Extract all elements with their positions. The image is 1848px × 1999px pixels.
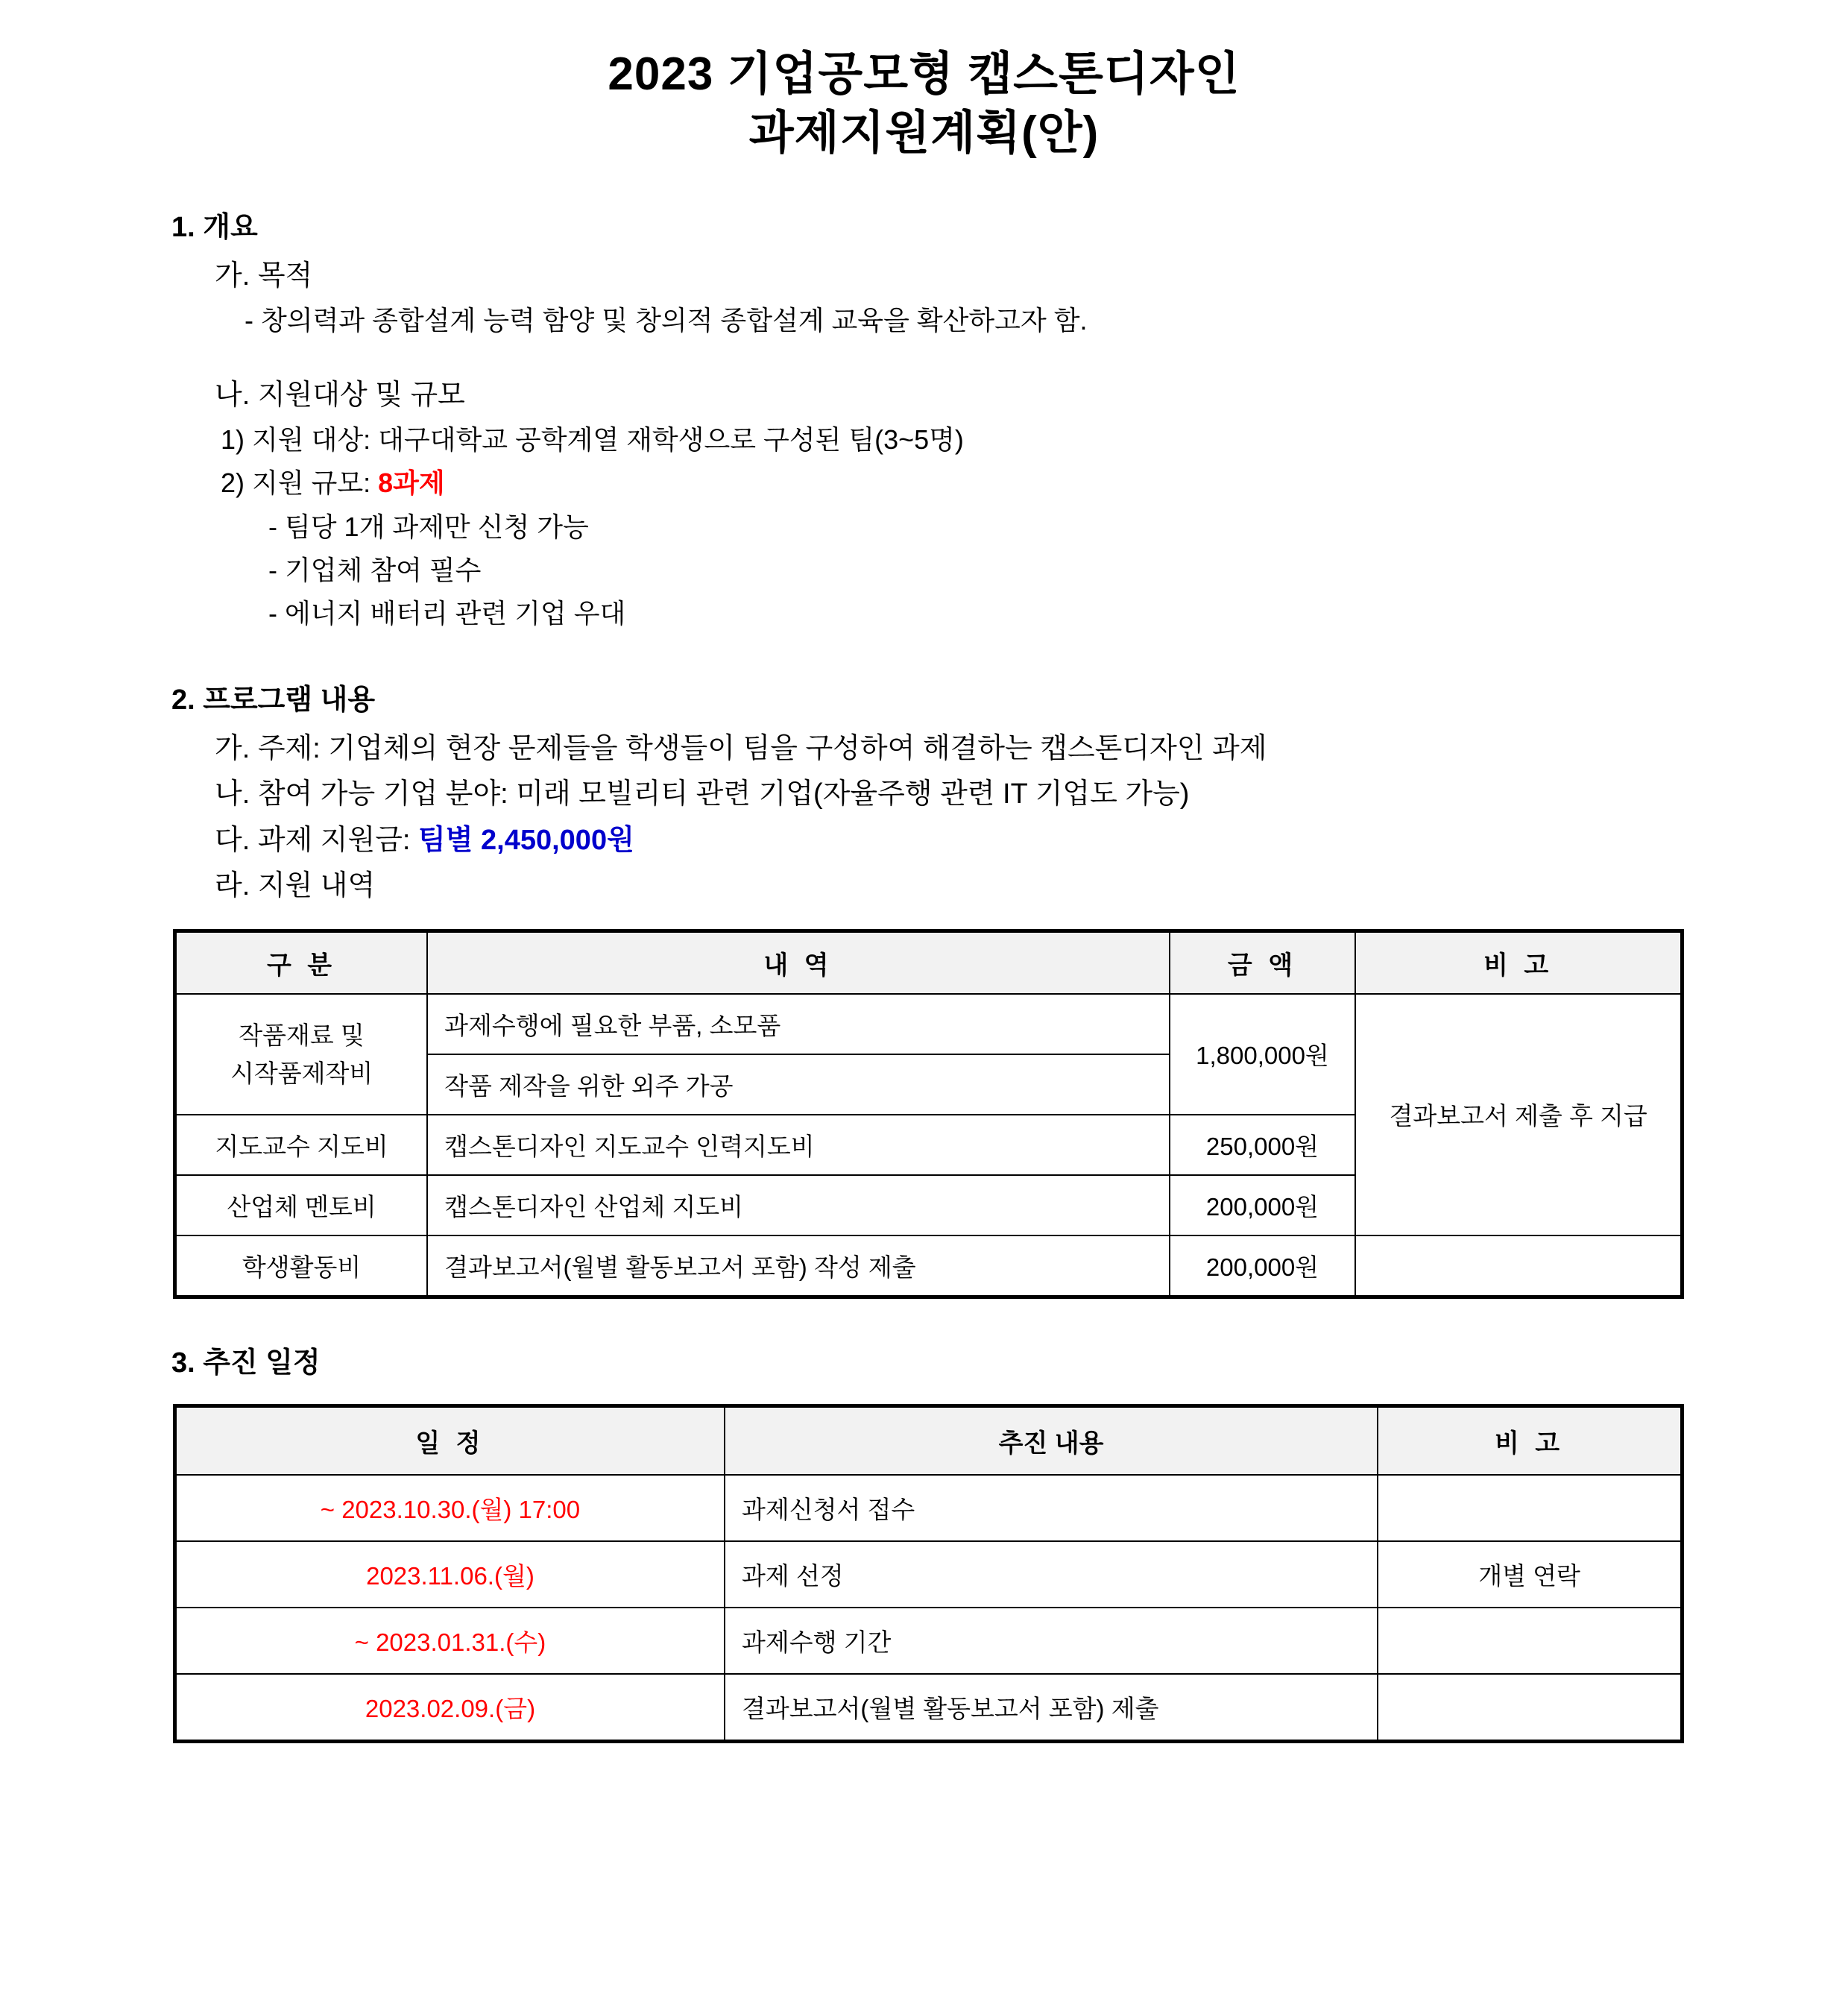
section-2-item-topic: 가. 주제: 기업체의 현장 문제들을 학생들이 팀을 구성하여 해결하는 캡스톤디자인 과제 [215,732,1267,764]
header-amount: 금 액 [1170,931,1356,994]
section-overview [164,207,1684,636]
category-line-2: 시작품제작비 [230,1059,373,1087]
schedule-table [173,1404,1684,1743]
section-2-item-breakdown: 라. 지원 내역 [215,870,376,902]
title-line-1: 2023 기업공모형 캡스톤디자인 [608,48,1240,100]
table-header-row [175,1405,1683,1475]
funding-prefix: 다. 과제 지원금: [215,824,419,856]
support-breakdown-table [173,929,1684,1299]
cell-date-report: 2023.02.09.(금) [175,1674,725,1742]
table-row [175,1475,1683,1541]
scale-prefix: 2) 지원 규모: [221,468,379,499]
cell-note-selection: 개별 연락 [1378,1541,1682,1608]
section-schedule [164,1342,1684,1743]
table-row [175,994,1683,1054]
cell-amount-mentor: 200,000원 [1170,1175,1356,1235]
title-line-2: 과제지원계획(안) [748,107,1100,160]
section-2-heading: 2. 프로그램 내용 [171,684,376,716]
table-header-row [175,931,1683,994]
section-1-heading: 1. 개요 [171,211,258,243]
section-3-heading: 3. 추진 일정 [171,1347,321,1379]
cell-date-application: ~ 2023.10.30.(월) 17:00 [175,1475,725,1541]
section-2-item-field: 나. 참여 가능 기업 분야: 미래 모빌리티 관련 기업(자율주행 관련 IT 기업도 가능) [215,778,1190,810]
cell-detail-parts: 과제수행에 필요한 부품, 소모품 [427,994,1169,1054]
cell-content-execution: 과제수행 기간 [725,1608,1378,1674]
section-1-item-scale [221,462,1684,505]
section-1-item-target-heading: 나. 지원대상 및 규모 [215,379,465,411]
table-row [175,1674,1683,1742]
cell-detail-mentor: 캡스톤디자인 산업체 지도비 [427,1175,1169,1235]
table-row [175,1235,1683,1297]
header-content: 추진 내용 [725,1405,1378,1475]
section-1-note-3: - 에너지 배터리 관련 기업 우대 [268,598,626,629]
cell-category-professor: 지도교수 지도비 [175,1115,428,1175]
table-row [175,1541,1683,1608]
section-1-item-purpose: 가. 목적 [215,259,313,292]
header-details: 내 역 [427,931,1169,994]
header-note: 비 고 [1355,931,1682,994]
cell-category-mentor: 산업체 멘토비 [175,1175,428,1235]
section-2-item-funding [215,818,1684,864]
cell-detail-outsourcing: 작품 제작을 위한 외주 가공 [427,1054,1169,1115]
header-date: 일 정 [175,1405,725,1475]
scale-highlight: 8과제 [378,468,445,499]
page-title [164,45,1684,163]
category-line-1: 작품재료 및 [239,1021,365,1049]
cell-note-execution [1378,1608,1682,1674]
cell-detail-professor: 캡스톤디자인 지도교수 인력지도비 [427,1115,1169,1175]
cell-date-selection: 2023.11.06.(월) [175,1541,725,1608]
cell-content-report: 결과보고서(월별 활동보고서 포함) 제출 [725,1674,1378,1742]
cell-note-report [1378,1674,1682,1742]
table-row [175,1608,1683,1674]
cell-date-execution: ~ 2023.01.31.(수) [175,1608,725,1674]
section-1-note-2: - 기업체 참여 필수 [268,555,482,586]
paragraph-spacer [164,343,1684,373]
cell-category-materials [175,994,428,1115]
cell-content-application: 과제신청서 접수 [725,1475,1378,1541]
section-1-item-target: 1) 지원 대상: 대구대학교 공학계열 재학생으로 구성된 팀(3~5명) [221,424,964,456]
header-note: 비 고 [1378,1405,1682,1475]
header-category: 구 분 [175,931,428,994]
cell-amount-materials: 1,800,000원 [1170,994,1356,1115]
cell-amount-student: 200,000원 [1170,1235,1356,1297]
section-1-note-1: - 팀당 1개 과제만 신청 가능 [268,511,589,542]
cell-content-selection: 과제 선정 [725,1541,1378,1608]
section-program [164,679,1684,1299]
cell-note-application [1378,1475,1682,1541]
cell-category-student: 학생활동비 [175,1235,428,1297]
cell-detail-student: 결과보고서(월별 활동보고서 포함) 작성 제출 [427,1235,1169,1297]
cell-amount-professor: 250,000원 [1170,1115,1356,1175]
cell-note-payment: 결과보고서 제출 후 지급 [1355,994,1682,1235]
funding-highlight: 팀별 2,450,000원 [418,824,634,856]
section-1-item-purpose-detail: - 창의력과 종합설계 능력 함양 및 창의적 종합설계 교육을 확산하고자 함. [245,305,1088,336]
